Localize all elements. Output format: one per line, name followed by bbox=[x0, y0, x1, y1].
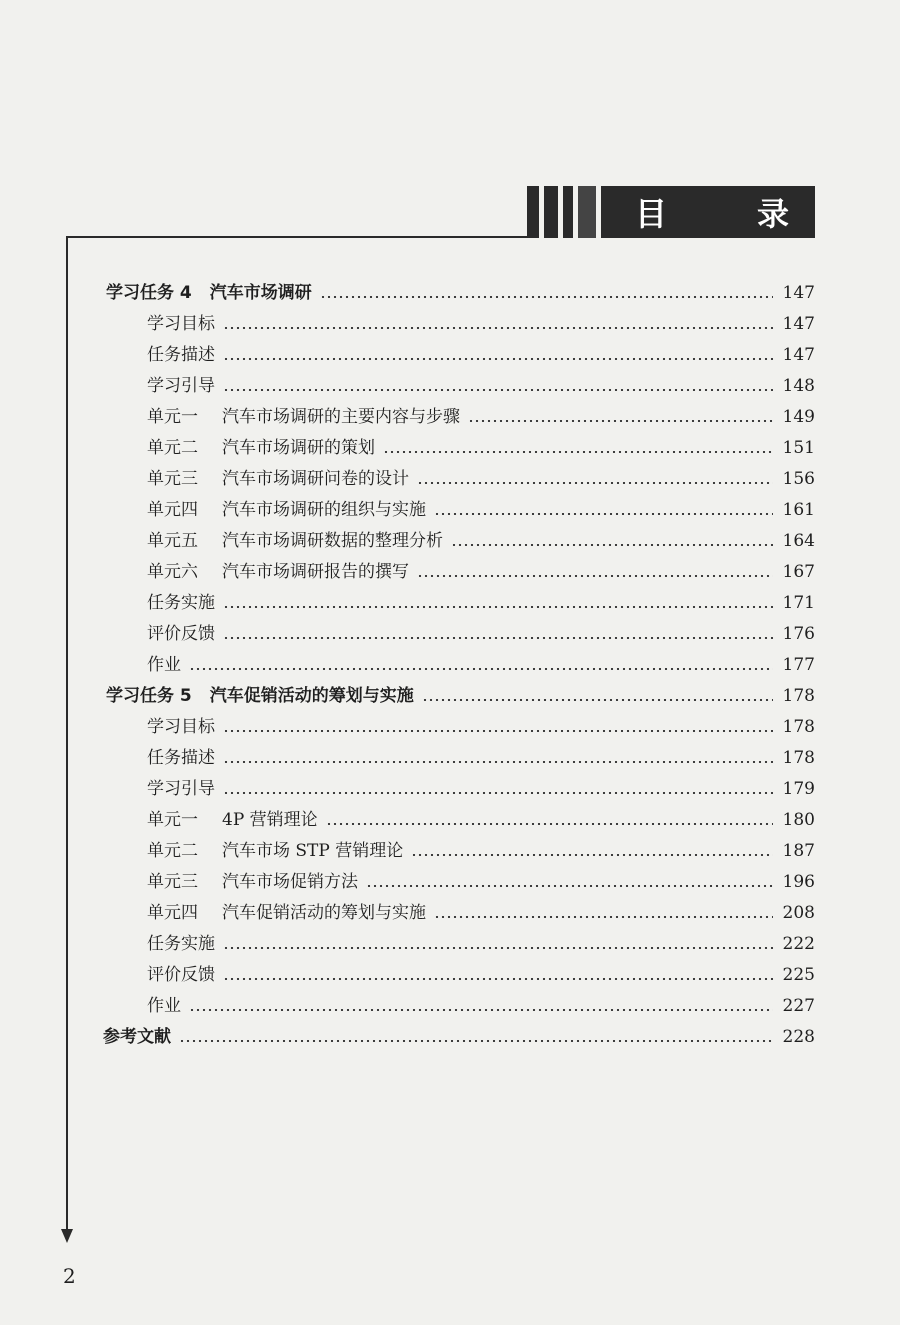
toc-entry-label: 汽车促销活动的筹划与实施 bbox=[222, 903, 426, 923]
header-stripe bbox=[563, 186, 573, 238]
toc-entry[interactable] bbox=[0, 458, 815, 489]
toc-entry-label: 4P 营销理论 bbox=[222, 810, 318, 830]
toc-entry-label: 作业 bbox=[147, 655, 181, 675]
toc-entry-label: 汽车促销活动的筹划与实施 bbox=[209, 686, 414, 706]
toc-leader-dots bbox=[366, 885, 773, 887]
toc-entry[interactable] bbox=[0, 737, 815, 768]
toc-entry-page: 156 bbox=[782, 469, 815, 489]
toc-entry-label: 汽车市场调研报告的撰写 bbox=[222, 562, 409, 582]
toc-entry-label: 任务实施 bbox=[147, 934, 215, 954]
toc-entry-page: 178 bbox=[782, 717, 815, 737]
toc-entry-page: 167 bbox=[782, 562, 815, 582]
toc-entry-number: 单元五 bbox=[147, 531, 198, 551]
toc-entry-label: 任务描述 bbox=[147, 345, 215, 365]
toc-entry-page: 176 bbox=[782, 624, 815, 644]
toc-entry-label: 任务描述 bbox=[147, 748, 215, 768]
toc-entry-page: 151 bbox=[782, 438, 815, 458]
toc-entry-label: 汽车市场调研问卷的设计 bbox=[222, 469, 409, 489]
toc-entry[interactable] bbox=[0, 427, 815, 458]
toc-leader-dots bbox=[223, 761, 773, 763]
toc-entry-page: 178 bbox=[782, 748, 815, 768]
toc-entry[interactable] bbox=[0, 396, 815, 427]
toc-entry[interactable] bbox=[0, 551, 815, 582]
toc-entry-page: 227 bbox=[782, 996, 815, 1016]
toc-entry[interactable] bbox=[0, 582, 815, 613]
toc-entry-number: 单元四 bbox=[147, 500, 198, 520]
toc-entry-number: 学习任务 5 bbox=[106, 686, 192, 706]
toc-leader-dots bbox=[451, 544, 773, 546]
toc-entry[interactable] bbox=[0, 861, 815, 892]
toc-entry[interactable] bbox=[0, 272, 815, 303]
toc-entry-number: 单元三 bbox=[147, 469, 198, 489]
toc-entry-number: 单元三 bbox=[147, 872, 198, 892]
toc-entry-label: 学习目标 bbox=[147, 314, 215, 334]
toc-entry-page: 180 bbox=[782, 810, 815, 830]
toc-entry-label: 汽车市场 STP 营销理论 bbox=[222, 841, 404, 861]
toc-entry[interactable] bbox=[0, 520, 815, 551]
toc-entry-page: 147 bbox=[782, 345, 815, 365]
toc-entry-label: 学习引导 bbox=[147, 376, 215, 396]
toc-entry-page: 177 bbox=[782, 655, 815, 675]
toc-entry[interactable] bbox=[0, 706, 815, 737]
toc-leader-dots bbox=[417, 482, 773, 484]
toc-entry-number: 单元二 bbox=[147, 841, 198, 861]
toc-entry-number: 单元一 bbox=[147, 810, 198, 830]
toc-entry[interactable] bbox=[0, 644, 815, 675]
toc-entry-page: 171 bbox=[782, 593, 815, 613]
toc-entry-page: 164 bbox=[782, 531, 815, 551]
toc-entry[interactable] bbox=[0, 613, 815, 644]
toc-entry[interactable] bbox=[0, 799, 815, 830]
toc-entry-label: 学习引导 bbox=[147, 779, 215, 799]
header-stripe bbox=[527, 186, 539, 238]
toc-entry-page: 147 bbox=[782, 283, 815, 303]
toc-entry-label: 汽车市场调研的组织与实施 bbox=[222, 500, 426, 520]
toc-entry-label: 任务实施 bbox=[147, 593, 215, 613]
toc-entry-page: 178 bbox=[782, 686, 815, 706]
toc-entry-page: 147 bbox=[782, 314, 815, 334]
page-title bbox=[601, 186, 815, 238]
toc-entry-page: 208 bbox=[782, 903, 815, 923]
toc-leader-dots bbox=[434, 916, 773, 918]
toc-entry-label: 参考文献 bbox=[103, 1027, 171, 1047]
toc-entry-number: 单元四 bbox=[147, 903, 198, 923]
toc-leader-dots bbox=[223, 978, 773, 980]
page-title-right: 录 bbox=[756, 195, 789, 233]
toc-leader-dots bbox=[189, 1009, 773, 1011]
header-stripe bbox=[544, 186, 558, 238]
toc-entry[interactable] bbox=[0, 892, 815, 923]
toc-entry[interactable] bbox=[0, 489, 815, 520]
toc-entry[interactable] bbox=[0, 334, 815, 365]
toc-entry-label: 评价反馈 bbox=[147, 965, 215, 985]
toc-entry-page: 196 bbox=[782, 872, 815, 892]
toc-entry-number: 单元六 bbox=[147, 562, 198, 582]
toc-leader-dots bbox=[434, 513, 773, 515]
toc-leader-dots bbox=[223, 730, 773, 732]
toc-entry[interactable] bbox=[0, 303, 815, 334]
toc-entry-page: 149 bbox=[782, 407, 815, 427]
toc-leader-dots bbox=[179, 1040, 773, 1042]
toc-entry[interactable] bbox=[0, 675, 815, 706]
toc-entry-label: 评价反馈 bbox=[147, 624, 215, 644]
toc-entry[interactable] bbox=[0, 923, 815, 954]
toc-entry-label: 汽车市场调研数据的整理分析 bbox=[222, 531, 443, 551]
toc-entry-label: 学习目标 bbox=[147, 717, 215, 737]
frame-top-line bbox=[66, 236, 536, 238]
toc-entry-page: 222 bbox=[782, 934, 815, 954]
toc-entry[interactable] bbox=[0, 1016, 815, 1047]
toc-entry-number: 学习任务 4 bbox=[106, 283, 192, 303]
toc-entry-label: 汽车市场促销方法 bbox=[222, 872, 358, 892]
toc-entry-label: 汽车市场调研 bbox=[209, 283, 312, 303]
toc-leader-dots bbox=[326, 823, 773, 825]
toc-entry-label: 汽车市场调研的主要内容与步骤 bbox=[222, 407, 460, 427]
toc-leader-dots bbox=[417, 575, 773, 577]
toc-entry-page: 179 bbox=[782, 779, 815, 799]
toc-entry-number: 单元一 bbox=[147, 407, 198, 427]
toc-leader-dots bbox=[189, 668, 773, 670]
toc-leader-dots bbox=[223, 637, 773, 639]
arrow-down-icon bbox=[61, 1229, 73, 1243]
toc-leader-dots bbox=[468, 420, 773, 422]
toc-entry-page: 187 bbox=[782, 841, 815, 861]
toc-leader-dots bbox=[383, 451, 773, 453]
page-title-left: 目 bbox=[635, 195, 668, 233]
toc-entry[interactable] bbox=[0, 954, 815, 985]
toc-entry-label: 汽车市场调研的策划 bbox=[222, 438, 375, 458]
toc-leader-dots bbox=[411, 854, 773, 856]
toc-entry-page: 228 bbox=[782, 1027, 815, 1047]
page-number: 2 bbox=[63, 1264, 76, 1288]
header-stripe bbox=[578, 186, 596, 238]
toc-leader-dots bbox=[223, 947, 773, 949]
toc-entry[interactable] bbox=[0, 365, 815, 396]
toc-leader-dots bbox=[223, 606, 773, 608]
toc-leader-dots bbox=[223, 327, 773, 329]
toc-leader-dots bbox=[223, 389, 773, 391]
toc-leader-dots bbox=[223, 792, 773, 794]
toc-entry-page: 148 bbox=[782, 376, 815, 396]
toc-entry-label: 作业 bbox=[147, 996, 181, 1016]
toc-entry[interactable] bbox=[0, 768, 815, 799]
toc-entry-page: 225 bbox=[782, 965, 815, 985]
toc-entry[interactable] bbox=[0, 985, 815, 1016]
toc-leader-dots bbox=[320, 296, 773, 298]
toc-leader-dots bbox=[422, 699, 773, 701]
toc-entry-page: 161 bbox=[782, 500, 815, 520]
toc-entry-number: 单元二 bbox=[147, 438, 198, 458]
toc-leader-dots bbox=[223, 358, 773, 360]
toc-entry[interactable] bbox=[0, 830, 815, 861]
